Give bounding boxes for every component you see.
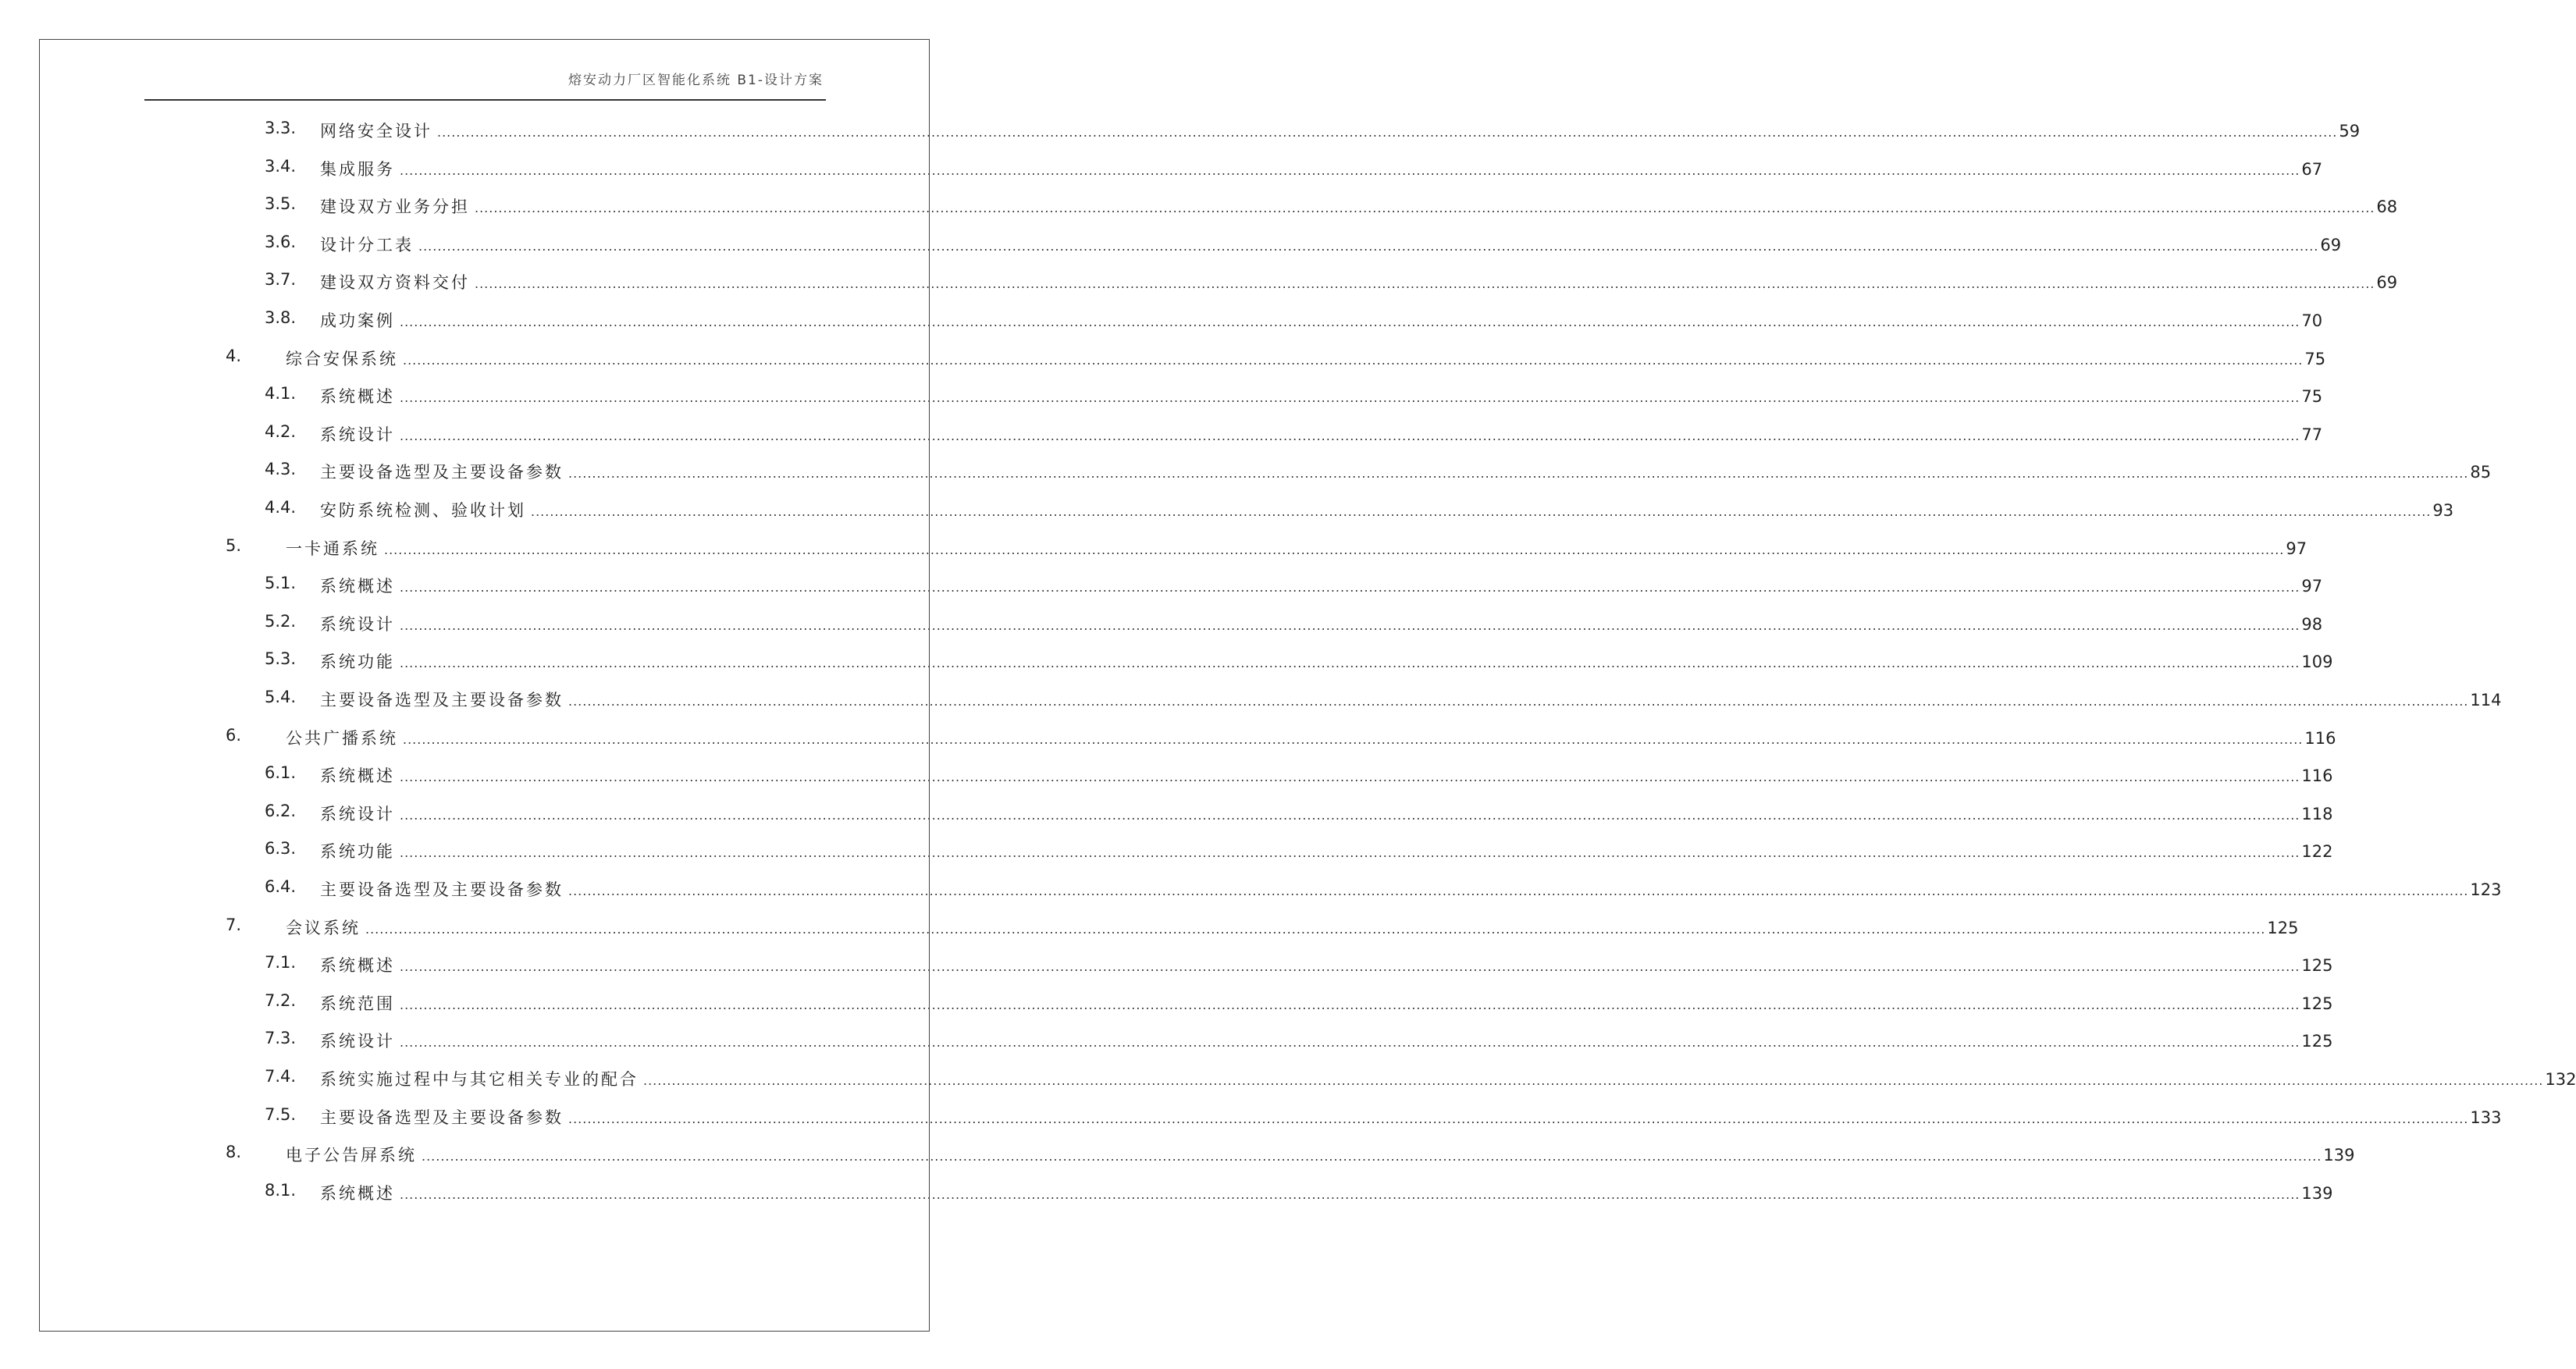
- toc-entry-page-number: 67: [2301, 159, 2323, 179]
- toc-entry-page-number: 125: [2301, 994, 2333, 1013]
- toc-entry-page-number: 97: [2301, 577, 2323, 596]
- toc-entry-title: 电子公告屏系统: [286, 1146, 417, 1165]
- toc-entry-number: 4.1.: [265, 384, 297, 404]
- toc-entry-page-number: 125: [2267, 918, 2299, 937]
- toc-entry-number: 5.1.: [265, 574, 297, 593]
- toc-entry-page-number: 125: [2301, 956, 2333, 976]
- toc-entry-title: 综合安保系统: [286, 349, 398, 368]
- dot-leader: ................................................................................................................................................................................................................................................................................................................................................................................................................: [400, 1035, 2300, 1051]
- toc-entry[interactable]: [0, 1180, 2333, 1207]
- toc-entry-page-number: 93: [2432, 501, 2454, 520]
- toc-entry-page-number: 139: [2301, 1183, 2333, 1203]
- dot-leader: ................................................................................................................................................................................................................................................................................................................................................................................................................: [403, 352, 2304, 368]
- toc-entry-title: 会议系统: [286, 918, 361, 937]
- toc-entry-number: 5.3.: [265, 649, 297, 669]
- dot-leader: ................................................................................................................................................................................................................................................................................................................................................................................................................: [475, 276, 2375, 292]
- dot-leader: ................................................................................................................................................................................................................................................................................................................................................................................................................: [422, 1149, 2322, 1165]
- toc-entry-title: 系统概述: [320, 766, 395, 786]
- dot-leader: ................................................................................................................................................................................................................................................................................................................................................................................................................: [437, 125, 2338, 140]
- toc-entry-page-number: 75: [2304, 349, 2326, 368]
- toc-entry[interactable]: [0, 308, 2323, 335]
- dot-leader: ................................................................................................................................................................................................................................................................................................................................................................................................................: [365, 921, 2266, 937]
- toc-entry-number: 6.2.: [265, 801, 297, 820]
- toc-entry-title: 公共广播系统: [286, 728, 398, 748]
- toc-entry-body: [286, 916, 2299, 939]
- toc-entry-body: [320, 233, 2342, 256]
- toc-entry-page-number: 69: [2376, 273, 2398, 293]
- toc-entry[interactable]: [0, 649, 2333, 676]
- toc-entry-body: [286, 726, 2336, 749]
- toc-entry-title: 系统功能: [320, 652, 395, 672]
- dot-leader: ................................................................................................................................................................................................................................................................................................................................................................................................................: [400, 390, 2300, 406]
- dot-leader: ................................................................................................................................................................................................................................................................................................................................................................................................................: [400, 1186, 2300, 1202]
- dot-leader: ................................................................................................................................................................................................................................................................................................................................................................................................................: [400, 617, 2300, 633]
- dot-leader: ................................................................................................................................................................................................................................................................................................................................................................................................................: [568, 694, 2469, 709]
- toc-entry-number: 6.: [226, 725, 242, 745]
- toc-entry-title: 安防系统检测、验收计划: [320, 501, 526, 520]
- toc-entry[interactable]: [0, 1104, 2502, 1132]
- toc-entry-body: [320, 877, 2502, 901]
- toc-entry[interactable]: [0, 877, 2502, 904]
- toc-entry-number: 3.3.: [265, 119, 297, 137]
- toc-entry-number: 8.1.: [265, 1180, 297, 1200]
- toc-entry-title: 系统概述: [320, 387, 395, 407]
- header-rule: [144, 99, 826, 101]
- toc-entry-page-number: 97: [2286, 539, 2307, 558]
- toc-entry-body: [320, 839, 2333, 862]
- toc-entry-number: 4.4.: [265, 498, 297, 517]
- toc-entry-body: [286, 347, 2326, 370]
- dot-leader: ................................................................................................................................................................................................................................................................................................................................................................................................................: [400, 807, 2300, 823]
- toc-entry-title: 系统功能: [320, 842, 395, 862]
- toc-entry-title: 一卡通系统: [286, 539, 379, 558]
- toc-entry-number: 7.: [226, 915, 242, 934]
- toc-entry-number: 4.3.: [265, 460, 297, 479]
- toc-entry-body: [286, 536, 2307, 560]
- toc-entry-page-number: 123: [2470, 880, 2502, 899]
- toc-entry-page-number: 69: [2320, 235, 2342, 254]
- dot-leader: ................................................................................................................................................................................................................................................................................................................................................................................................................: [384, 542, 2285, 557]
- toc-entry[interactable]: [0, 725, 2336, 752]
- toc-entry-body: [320, 649, 2333, 673]
- dot-leader: ................................................................................................................................................................................................................................................................................................................................................................................................................: [400, 656, 2300, 671]
- toc-entry[interactable]: [0, 156, 2323, 183]
- toc-entry-body: [320, 194, 2398, 218]
- toc-entry-page-number: 133: [2470, 1108, 2502, 1127]
- toc-entry-page-number: 114: [2470, 691, 2502, 709]
- toc-entry[interactable]: [0, 460, 2492, 486]
- dot-leader: ................................................................................................................................................................................................................................................................................................................................................................................................................: [643, 1073, 2544, 1088]
- toc-entry-title: 系统概述: [320, 577, 395, 596]
- toc-entry-number: 7.1.: [265, 953, 297, 973]
- toc-entry-number: 6.1.: [265, 763, 297, 783]
- toc-entry-body: [320, 802, 2333, 825]
- toc-entry-number: 3.5.: [265, 194, 297, 214]
- dot-leader: ................................................................................................................................................................................................................................................................................................................................................................................................................: [400, 162, 2300, 178]
- toc-entry-number: 7.5.: [265, 1104, 297, 1124]
- toc-entry-body: [320, 119, 2361, 142]
- toc-entry-number: 7.2.: [265, 990, 297, 1010]
- toc-entry-page-number: 116: [2301, 766, 2333, 786]
- toc-entry-page-number: 59: [2339, 122, 2361, 140]
- dot-leader: ................................................................................................................................................................................................................................................................................................................................................................................................................: [568, 884, 2469, 898]
- toc-entry[interactable]: [0, 839, 2333, 866]
- toc-entry-title: 系统实施过程中与其它相关专业的配合: [320, 1070, 639, 1089]
- toc-entry[interactable]: [0, 990, 2333, 1018]
- toc-entry-number: 7.4.: [265, 1067, 297, 1086]
- toc-entry-title: 系统范围: [320, 994, 395, 1013]
- toc-entry-title: 系统设计: [320, 804, 395, 823]
- toc-entry-body: [320, 1181, 2333, 1204]
- toc-entry-title: 建设双方资料交付: [320, 273, 470, 293]
- toc-entry-page-number: 75: [2301, 387, 2323, 407]
- toc-entry[interactable]: [0, 232, 2342, 259]
- toc-entry-page-number: 77: [2301, 425, 2323, 444]
- dot-leader: ................................................................................................................................................................................................................................................................................................................................................................................................................: [418, 238, 2319, 254]
- toc-entry-number: 3.6.: [265, 232, 297, 251]
- toc-entry-number: 5.2.: [265, 611, 297, 631]
- toc-entry[interactable]: [0, 763, 2333, 790]
- toc-entry-page-number: 68: [2376, 197, 2398, 217]
- toc-entry-body: [320, 953, 2333, 976]
- toc-entry[interactable]: [0, 384, 2323, 411]
- toc-entry-body: [320, 157, 2323, 180]
- toc-entry-body: [320, 308, 2323, 332]
- toc-entry-body: [286, 1143, 2355, 1166]
- toc-entry-number: 4.2.: [265, 421, 297, 441]
- toc-entry-number: 3.7.: [265, 270, 297, 290]
- toc-entry-body: [320, 612, 2323, 635]
- toc-entry[interactable]: [0, 535, 2307, 563]
- toc-entry-body: [320, 498, 2454, 521]
- toc-entry-title: 系统概述: [320, 1183, 395, 1203]
- dot-leader: ................................................................................................................................................................................................................................................................................................................................................................................................................: [475, 201, 2375, 216]
- toc-entry-number: 7.3.: [265, 1029, 297, 1048]
- toc-entry-body: [320, 574, 2323, 597]
- toc-entry-title: 主要设备选型及主要设备参数: [320, 880, 564, 899]
- dot-leader: ................................................................................................................................................................................................................................................................................................................................................................................................................: [400, 315, 2300, 329]
- toc-entry-body: [320, 1067, 2576, 1090]
- toc-entry-number: 4.: [226, 346, 242, 365]
- toc-entry-body: [320, 688, 2502, 711]
- toc-entry-page-number: 132: [2545, 1070, 2576, 1089]
- toc-entry-title: 系统设计: [320, 425, 395, 444]
- toc-entry[interactable]: [0, 498, 2454, 524]
- toc-entry-title: 主要设备选型及主要设备参数: [320, 691, 564, 709]
- toc-entry-body: [320, 991, 2333, 1015]
- toc-entry[interactable]: [0, 270, 2398, 297]
- toc-entry-page-number: 122: [2301, 842, 2333, 862]
- toc-entry-body: [320, 270, 2398, 293]
- toc-entry[interactable]: [0, 574, 2323, 600]
- toc-entry-title: 成功案例: [320, 311, 395, 330]
- toc-entry-number: 5.: [226, 535, 242, 555]
- toc-entry[interactable]: [0, 611, 2323, 638]
- toc-entry-page-number: 118: [2301, 804, 2333, 823]
- dot-leader: ................................................................................................................................................................................................................................................................................................................................................................................................................: [400, 845, 2300, 861]
- dot-leader: ................................................................................................................................................................................................................................................................................................................................................................................................................: [400, 428, 2300, 443]
- toc-entry-page-number: 116: [2304, 728, 2336, 748]
- toc-entry-page-number: 98: [2301, 614, 2323, 634]
- toc-entry-title: 设计分工表: [320, 235, 414, 254]
- toc-entry[interactable]: [0, 119, 2361, 145]
- toc-entry-title: 主要设备选型及主要设备参数: [320, 1108, 564, 1127]
- dot-leader: ................................................................................................................................................................................................................................................................................................................................................................................................................: [568, 466, 2469, 482]
- toc-entry-page-number: 85: [2470, 463, 2492, 482]
- toc-entry[interactable]: [0, 801, 2333, 828]
- toc-entry-title: 集成服务: [320, 159, 395, 179]
- toc-entry[interactable]: [0, 953, 2333, 980]
- toc-entry-number: 8.: [226, 1143, 242, 1162]
- toc-entry[interactable]: [0, 346, 2326, 373]
- toc-entry[interactable]: [0, 915, 2299, 942]
- toc-entry-number: 6.4.: [265, 877, 297, 896]
- toc-entry-body: [320, 422, 2323, 446]
- toc-entry[interactable]: [0, 688, 2502, 714]
- toc-entry-body: [320, 460, 2492, 483]
- toc-entry-title: 系统设计: [320, 614, 395, 634]
- toc-entry-body: [320, 763, 2333, 787]
- toc-entry-page-number: 109: [2301, 652, 2333, 672]
- toc-entry-page-number: 125: [2301, 1032, 2333, 1051]
- toc-entry-title: 主要设备选型及主要设备参数: [320, 463, 564, 482]
- running-header-title: 熔安动力厂区智能化系统 B1-设计方案: [568, 73, 824, 88]
- toc-entry-number: 3.4.: [265, 156, 297, 176]
- toc-entry-title: 系统设计: [320, 1032, 395, 1051]
- dot-leader: ................................................................................................................................................................................................................................................................................................................................................................................................................: [400, 580, 2300, 596]
- toc-entry-page-number: 70: [2301, 311, 2323, 330]
- toc-entry-title: 系统概述: [320, 956, 395, 976]
- toc-entry-body: [320, 1029, 2333, 1052]
- dot-leader: ................................................................................................................................................................................................................................................................................................................................................................................................................: [531, 504, 2432, 519]
- toc-entry-number: 3.8.: [265, 308, 297, 327]
- toc-entry-body: [320, 1105, 2502, 1129]
- toc-entry[interactable]: [0, 1029, 2333, 1055]
- toc-entry[interactable]: [0, 194, 2398, 221]
- toc-entry[interactable]: [0, 1067, 2576, 1093]
- toc-entry[interactable]: [0, 421, 2323, 449]
- toc-entry-number: 6.3.: [265, 839, 297, 859]
- toc-entry-title: 网络安全设计: [320, 122, 432, 140]
- toc-entry-title: 建设双方业务分担: [320, 197, 470, 217]
- dot-leader: ................................................................................................................................................................................................................................................................................................................................................................................................................: [568, 1111, 2469, 1126]
- dot-leader: ................................................................................................................................................................................................................................................................................................................................................................................................................: [400, 959, 2300, 975]
- dot-leader: ................................................................................................................................................................................................................................................................................................................................................................................................................: [400, 997, 2300, 1012]
- dot-leader: ................................................................................................................................................................................................................................................................................................................................................................................................................: [400, 770, 2300, 785]
- toc-entry-body: [320, 384, 2323, 407]
- toc-entry-page-number: 139: [2323, 1146, 2355, 1165]
- dot-leader: ................................................................................................................................................................................................................................................................................................................................................................................................................: [403, 731, 2304, 747]
- toc-entry-number: 5.4.: [265, 688, 297, 706]
- toc-entry[interactable]: [0, 1143, 2355, 1169]
